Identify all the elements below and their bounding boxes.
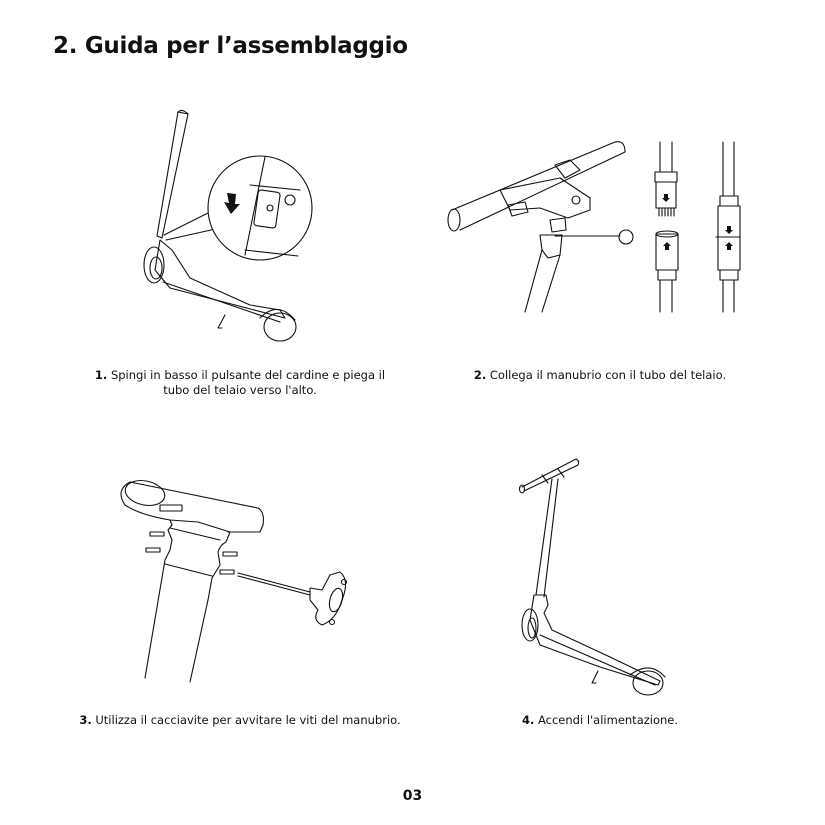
step-3-caption <box>60 713 420 728</box>
step-2-illustration <box>440 130 750 350</box>
page-title: 2. Guida per l’assemblaggio <box>53 33 408 59</box>
page-number: 03 <box>402 788 423 804</box>
step-3-number: 3. <box>79 713 92 727</box>
step-1-illustration <box>130 100 330 350</box>
step-1-caption <box>80 368 400 398</box>
step-2-caption <box>455 368 745 383</box>
step-2-number: 2. <box>473 368 487 382</box>
step-4-text-line1: Accendi l'alimentazione. <box>538 713 679 727</box>
step-4-caption <box>500 713 700 728</box>
step-1-text-line2: tubo del telaio verso l'alto. <box>163 383 317 397</box>
step-2-text-line1: Collega il manubrio con il tubo del telaio. <box>489 368 727 382</box>
step-4-illustration <box>500 445 690 705</box>
step-1-number: 1. <box>94 368 108 382</box>
step-3-text-line1: Utilizza il cacciavite per avvitare le viti del manubrio. <box>95 713 401 727</box>
step-1-text-line1: Spingi in basso il pulsante del cardine e piega il <box>110 368 386 382</box>
step-3-illustration <box>100 460 380 690</box>
step-4-number: 4. <box>521 713 535 727</box>
